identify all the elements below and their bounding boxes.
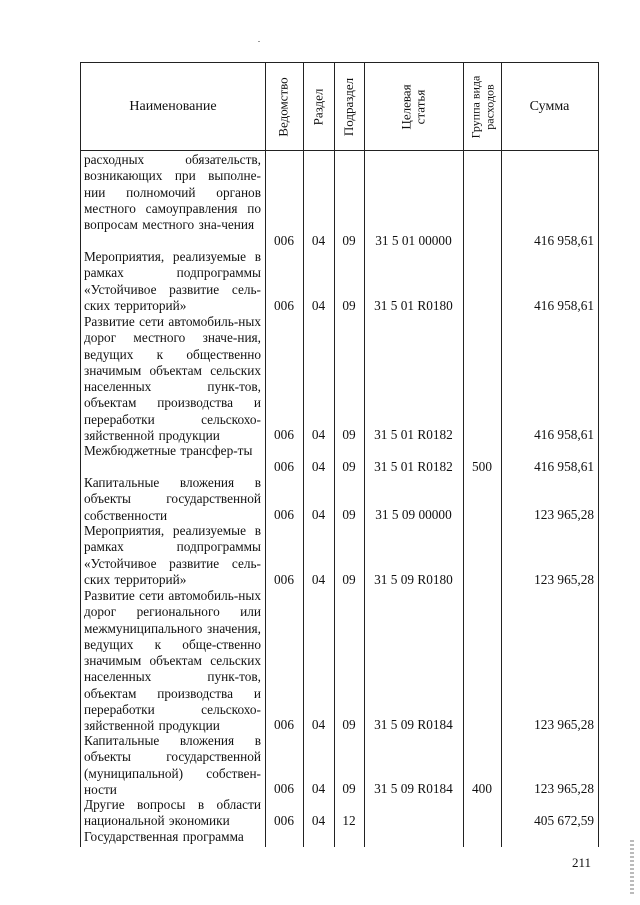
row-name: Капитальные вложения в объекты государственной собственности xyxy=(84,475,261,523)
row-name: Межбюджетные трансфер-ты xyxy=(84,443,253,458)
row-razdel: 04 xyxy=(311,507,326,522)
header-name: Наименование xyxy=(129,98,217,114)
row-podrazdel: 09 xyxy=(342,233,356,248)
row-name: Мероприятия, реализуемые в рамках подпрограммы «Устойчивое развитие сель-ских территорий» xyxy=(84,523,261,587)
row-ved: 006 xyxy=(274,459,294,474)
row-podrazdel: 09 xyxy=(342,427,356,442)
row-razdel: 04 xyxy=(311,427,326,442)
row-name: Государственная программа xyxy=(84,829,244,844)
row-summa: 416 958,61 xyxy=(534,427,594,442)
row-summa: 123 965,28 xyxy=(534,507,594,522)
header-podrazdel: Подраздел xyxy=(341,77,357,136)
row-name: Развитие сети автомобиль-ных дорог местного значе-ния, ведущих к общественно значимым объектам сельских населенных пунк-тов, объектам производства и переработки сельскохо-зяйственной продукции xyxy=(84,314,261,444)
row-name: Другие вопросы в области национальной экономики xyxy=(84,797,261,829)
row-razdel: 04 xyxy=(311,233,326,248)
row-celevaya: 31 5 01 R0182 xyxy=(374,459,453,474)
row-razdel: 04 xyxy=(311,572,326,587)
row-summa: 123 965,28 xyxy=(534,572,594,587)
row-razdel: 04 xyxy=(311,717,326,732)
scan-speck xyxy=(258,41,260,42)
row-name: расходных обязательств, возникающих при выполне-нии полномочий органов местного самоуправления по вопросам местного зна-чения xyxy=(84,152,261,233)
row-name: Капитальные вложения в объекты государственной (муниципальной) собствен-ности xyxy=(84,733,261,797)
row-ved: 006 xyxy=(274,813,294,828)
row-podrazdel: 09 xyxy=(342,507,356,522)
row-ved: 006 xyxy=(274,572,294,587)
row-celevaya: 31 5 09 R0180 xyxy=(374,572,453,587)
row-podrazdel: 12 xyxy=(342,813,356,828)
row-celevaya: 31 5 01 R0182 xyxy=(374,427,453,442)
col-divider xyxy=(463,63,464,847)
header-vedomstvo: Ведомство xyxy=(276,76,291,137)
row-ved: 006 xyxy=(274,781,294,796)
header-gruppa: Группа вида расходов xyxy=(468,75,496,138)
row-celevaya: 31 5 09 00000 xyxy=(375,507,452,522)
row-name: Развитие сети автомобиль-ных дорог регионального или межмуниципального значения, ведущих к обще-ственно значимым объектам сельских населенных пунк-тов, объектам производства и переработки сельскохо-зяйственной продукции xyxy=(84,588,261,734)
row-summa: 416 958,61 xyxy=(534,459,594,474)
row-ved: 006 xyxy=(274,298,294,313)
row-razdel: 04 xyxy=(311,781,326,796)
row-summa: 405 672,59 xyxy=(534,813,594,828)
header-summa: Сумма xyxy=(529,98,570,114)
scan-margin-mark xyxy=(630,840,634,895)
row-razdel: 04 xyxy=(311,813,326,828)
row-razdel: 04 xyxy=(311,298,326,313)
row-summa: 416 958,61 xyxy=(534,298,594,313)
row-ved: 006 xyxy=(274,427,294,442)
row-summa: 123 965,28 xyxy=(534,781,594,796)
header-razdel: Раздел xyxy=(310,88,326,125)
row-celevaya: 31 5 01 00000 xyxy=(375,233,452,248)
row-celevaya: 31 5 09 R0184 xyxy=(374,717,453,732)
row-summa: 416 958,61 xyxy=(534,233,594,248)
row-razdel: 04 xyxy=(311,459,326,474)
row-name: Мероприятия, реализуемые в рамках подпрограммы «Устойчивое развитие сель-ских территорий» xyxy=(84,249,261,313)
budget-table xyxy=(80,62,599,847)
row-podrazdel: 09 xyxy=(342,572,356,587)
page-number: 211 xyxy=(572,855,592,870)
row-ved: 006 xyxy=(274,233,294,248)
row-celevaya: 31 5 01 R0180 xyxy=(374,298,453,313)
row-podrazdel: 09 xyxy=(342,459,356,474)
header-celevaya: Целевая статья xyxy=(398,83,428,130)
header-divider xyxy=(81,150,598,151)
row-celevaya: 31 5 09 R0184 xyxy=(374,781,453,796)
row-gruppa: 500 xyxy=(472,459,492,474)
row-podrazdel: 09 xyxy=(342,717,356,732)
row-podrazdel: 09 xyxy=(342,298,356,313)
row-summa: 123 965,28 xyxy=(534,717,594,732)
row-gruppa: 400 xyxy=(472,781,492,796)
row-podrazdel: 09 xyxy=(342,781,356,796)
row-ved: 006 xyxy=(274,507,294,522)
row-ved: 006 xyxy=(274,717,294,732)
